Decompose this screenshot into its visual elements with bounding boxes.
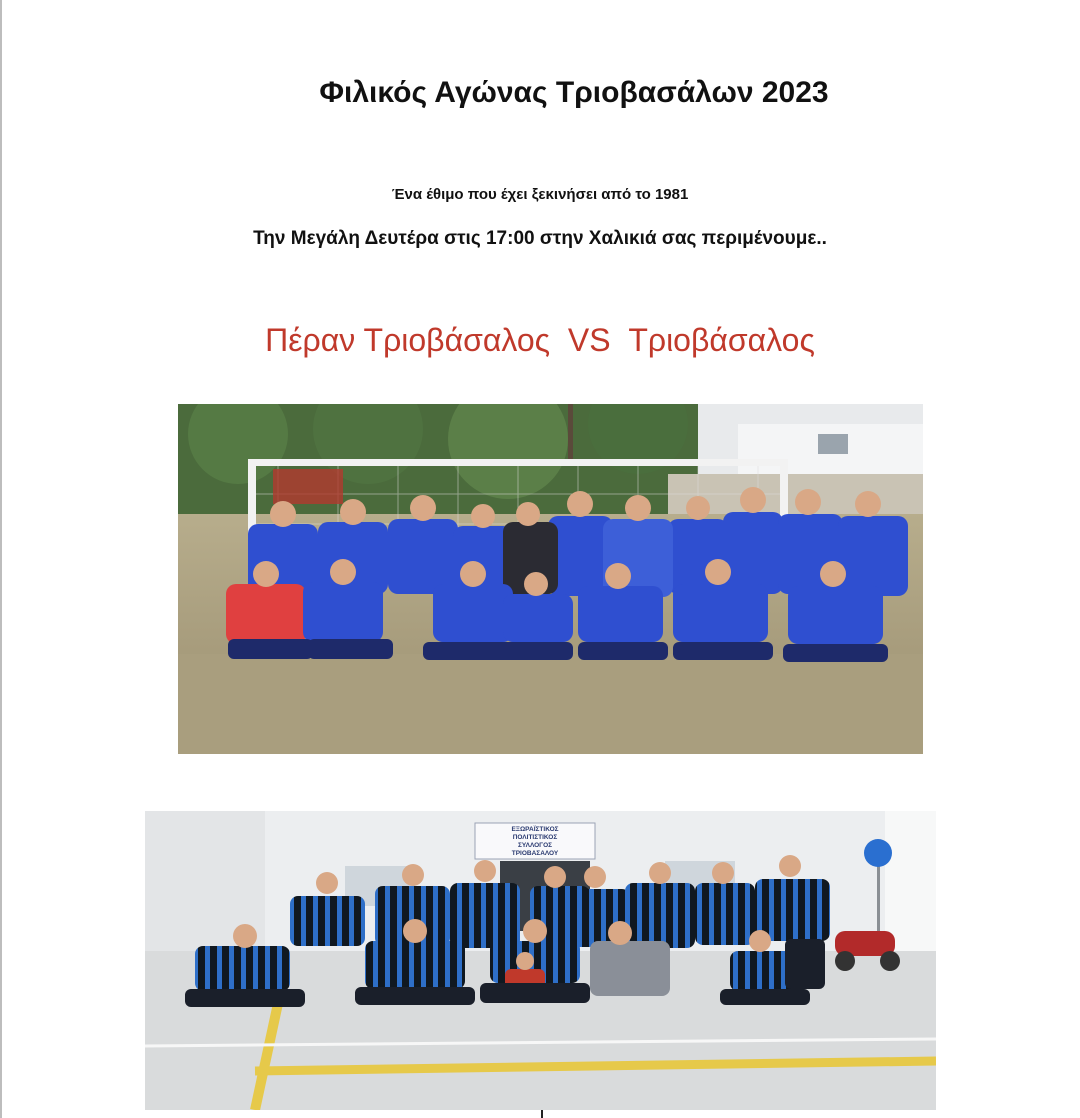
document-subtitle: Ένα έθιμο που έχει ξεκινήσει από το 1981 — [391, 186, 689, 203]
matchup-heading: Πέραν Τριοβάσαλος VS Τριοβάσαλος — [265, 322, 815, 358]
team-photo-blue — [178, 404, 923, 754]
document-title: Φιλικός Αγώνας Τριοβασάλων 2023 — [319, 76, 829, 109]
sign-line-1: ΕΞΩΡΑΪΣΤΙΚΟΣ — [511, 826, 559, 833]
team-photo-striped — [145, 811, 936, 1110]
sign-line-2: ΠΟΛΙΤΙΣΤΙΚΟΣ — [512, 834, 558, 841]
sign-line-3: ΣΥΛΛΟΓΟΣ — [517, 842, 553, 849]
page-left-edge — [0, 0, 2, 1118]
text-cursor — [541, 1110, 543, 1118]
sign-line-4: ΤΡΙΟΒΑΣΑΛΟΥ — [511, 850, 559, 857]
invitation-text: Την Μεγάλη Δευτέρα στις 17:00 στην Χαλικιά σας περιμένουμε.. — [253, 228, 827, 249]
